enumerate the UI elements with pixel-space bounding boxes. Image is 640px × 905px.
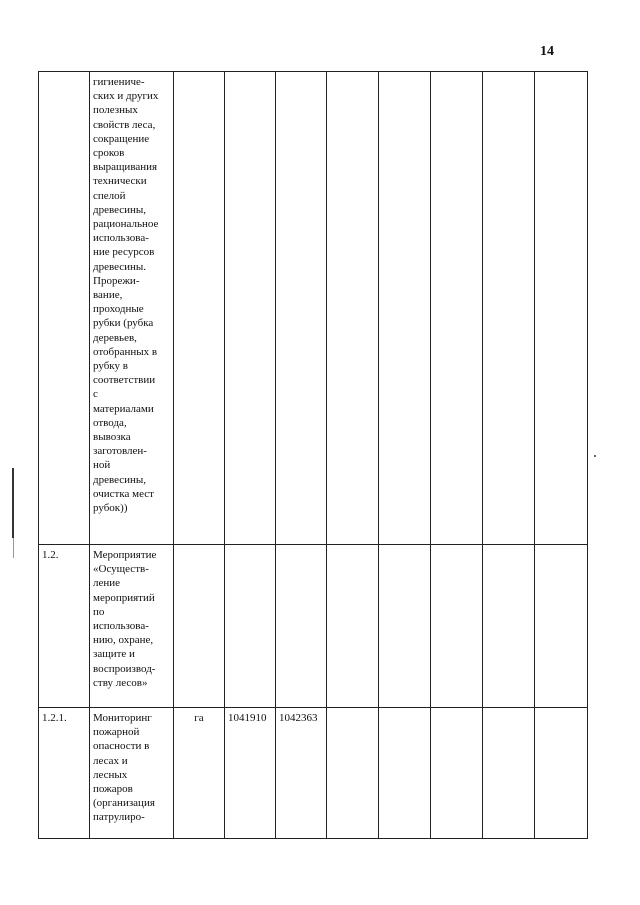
empty-cell	[431, 545, 483, 708]
table-row	[39, 708, 588, 839]
empty-cell	[379, 545, 431, 708]
row-unit-cell	[174, 72, 225, 545]
empty-cell	[483, 545, 535, 708]
empty-cell	[327, 72, 379, 545]
empty-cell	[483, 72, 535, 545]
row-value-cell: 1042363	[276, 708, 327, 839]
row-unit-cell: га	[174, 708, 225, 839]
row-number-cell: 1.2.	[39, 545, 90, 708]
scan-speck	[594, 455, 596, 457]
empty-cell	[379, 72, 431, 545]
empty-cell	[535, 708, 588, 839]
row-value-cell	[276, 72, 327, 545]
empty-cell	[483, 708, 535, 839]
margin-mark	[12, 468, 14, 538]
empty-cell	[431, 72, 483, 545]
empty-cell	[535, 545, 588, 708]
empty-cell	[379, 708, 431, 839]
row-value-cell	[276, 545, 327, 708]
empty-cell	[535, 72, 588, 545]
empty-cell	[431, 708, 483, 839]
row-name-cell: Мониторинг пожарной опасности в лесах и лесных пожаров (организация патрулиро-	[90, 708, 174, 839]
row-number-cell: 1.2.1.	[39, 708, 90, 839]
document-table	[38, 71, 588, 839]
table-row	[39, 72, 588, 545]
row-name-cell: гигиениче- ских и других полезных свойств леса, сокращение сроков выращивания технически спелой древесины, рациональное использова- ние ресурсов древесины. Прорежи- вание, проходные рубки (рубка деревьев, отобранных в рубку в соответствии с материалами отвода, вывозка заготовлен- ной древесины, очистка мест рубок))	[90, 72, 174, 545]
row-number-cell	[39, 72, 90, 545]
margin-mark-faint	[13, 538, 14, 558]
empty-cell	[327, 545, 379, 708]
empty-cell	[327, 708, 379, 839]
row-name-cell: Мероприятие «Осуществ- ление мероприятий по использова- нию, охране, защите и воспроизвод- ству лесов»	[90, 545, 174, 708]
row-unit-cell	[174, 545, 225, 708]
table-row	[39, 545, 588, 708]
page-number: 14	[540, 44, 554, 59]
row-value-cell	[225, 72, 276, 545]
row-value-cell: 1041910	[225, 708, 276, 839]
row-value-cell	[225, 545, 276, 708]
